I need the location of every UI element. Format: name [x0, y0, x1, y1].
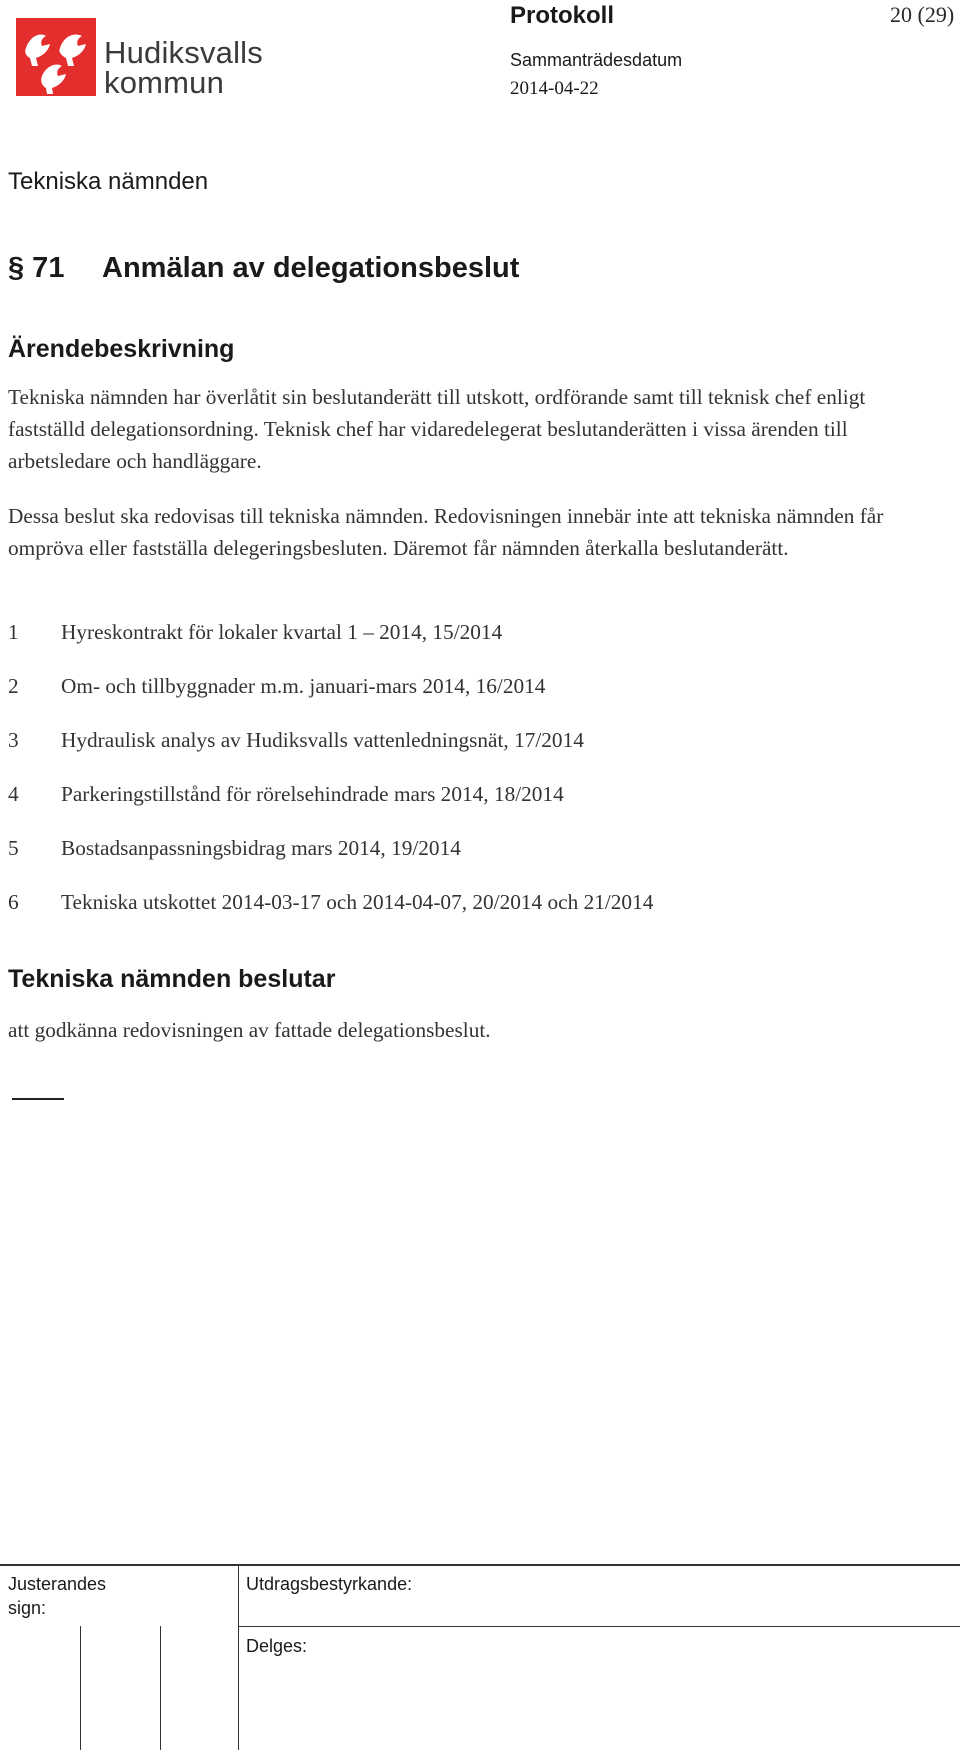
logo-name-line2: kommun: [104, 65, 225, 100]
list-item: [8, 724, 908, 778]
description-heading: Ärendebeskrivning: [8, 335, 235, 363]
municipality-logo: [16, 18, 96, 96]
list-item-number: 6: [8, 890, 19, 914]
footer-row-divider: [238, 1626, 960, 1627]
list-item-number: 2: [8, 674, 19, 698]
section-title: Anmälan av delegationsbeslut: [102, 252, 520, 284]
list-item: [8, 616, 908, 670]
list-item-number: 5: [8, 836, 19, 860]
list-item-text: Om- och tillbyggnader m.m. januari-mars 2014, 16/2014: [61, 674, 546, 698]
footer-column-divider: [238, 1564, 239, 1750]
committee-name: Tekniska nämnden: [8, 168, 209, 195]
section-heading: [8, 252, 519, 285]
section-number: § 71: [8, 252, 65, 284]
signature-box-divider: [80, 1626, 81, 1750]
list-item-number: 3: [8, 728, 19, 752]
list-item-text: Tekniska utskottet 2014-03-17 och 2014-04-07, 20/2014 och 21/2014: [61, 890, 654, 914]
municipality-logo-text: [104, 35, 263, 100]
list-item: [8, 670, 908, 724]
footer-top-border: [0, 1564, 960, 1566]
meeting-date-value: 2014-04-22: [510, 78, 599, 99]
justerandes-label: [8, 1572, 106, 1620]
end-divider: [12, 1098, 64, 1100]
list-item: [8, 832, 908, 886]
list-item-number: 1: [8, 620, 19, 644]
description-paragraph-2: Dessa beslut ska redovisas till tekniska nämnden. Redovisningen innebär inte att tekniska nämnden får ompröva eller fastställa delegeringsbesluten. Däremot får nämnden återkalla beslutanderätt.: [8, 504, 884, 560]
justerandes-label-line1: Justerandes: [8, 1574, 107, 1594]
list-item-text: Hydraulisk analys av Hudiksvalls vattenledningsnät, 17/2014: [61, 728, 584, 752]
signature-box-divider: [160, 1626, 161, 1750]
justerandes-label-line2: sign:: [8, 1598, 47, 1618]
decision-text: att godkänna redovisningen av fattade delegationsbeslut.: [8, 1018, 491, 1042]
list-item-text: Hyreskontrakt för lokaler kvartal 1 – 2014, 15/2014: [61, 620, 503, 644]
page-number: 20 (29): [890, 2, 955, 27]
decision-list: [8, 616, 908, 940]
document-type: Protokoll: [510, 2, 615, 29]
list-item: [8, 886, 908, 940]
decision-heading: Tekniska nämnden beslutar: [8, 965, 336, 993]
description-paragraph-1: Tekniska nämnden har överlåtit sin beslutanderätt till utskott, ordförande samt till teknisk chef enligt fastställd delegationsordning. Teknisk chef har vidaredelegerat beslutanderätten i vissa ärenden till arbetsledare och handläggare.: [8, 385, 866, 473]
list-item: [8, 778, 908, 832]
logo-name-line1: Hudiksvalls: [104, 35, 263, 70]
list-item-text: Parkeringstillstånd för rörelsehindrade mars 2014, 18/2014: [61, 782, 564, 806]
list-item-number: 4: [8, 782, 19, 806]
list-item-text: Bostadsanpassningsbidrag mars 2014, 19/2014: [61, 836, 461, 860]
meeting-date-label: Sammanträdesdatum: [510, 50, 683, 70]
signature-footer: [0, 1564, 960, 1750]
utdragsbestyrkande-label: Utdragsbestyrkande:: [246, 1574, 413, 1594]
delges-label: Delges:: [246, 1636, 308, 1656]
